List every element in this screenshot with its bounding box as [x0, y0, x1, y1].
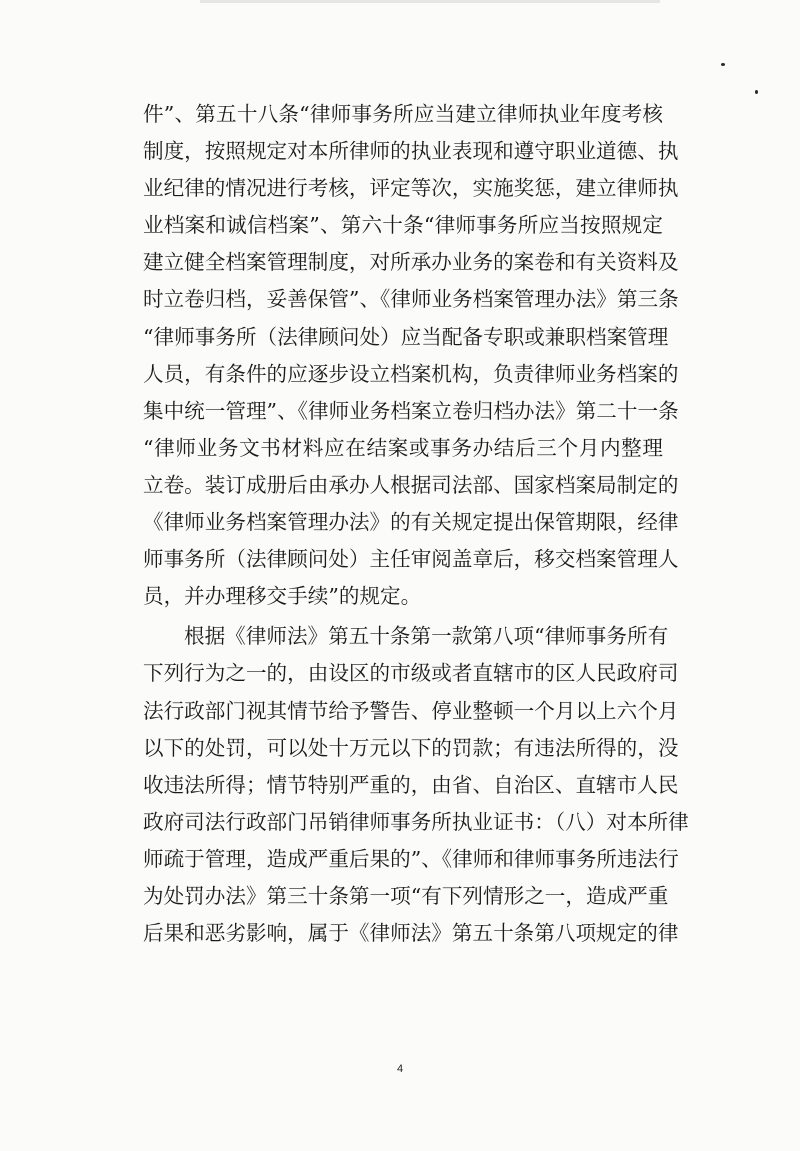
- text-line: 时立卷归档，妥善保管”、《律师业务档案管理办法》第三条: [143, 287, 679, 312]
- body-text: [143, 96, 689, 952]
- text-line: 下列行为之一的，由设区的市级或者直辖市的区人民政府司: [143, 661, 679, 686]
- text-line-indented: 根据《律师法》第五十条第一款第八项“律师事务所有: [184, 624, 669, 649]
- scan-speck: [755, 90, 758, 94]
- text-line: 以下的处罚，可以处十万元以下的罚款；有违法所得的，没: [143, 735, 679, 760]
- text-line: 收违法所得；情节特别严重的，由省、自治区、直辖市人民: [143, 772, 679, 797]
- text-line: 师疏于管理，造成严重后果的”、《律师和律师事务所违法行: [143, 846, 679, 871]
- text-line: 政府司法行政部门吊销律师事务所执业证书：（八）对本所律: [143, 809, 689, 834]
- text-line: 集中统一管理”、《律师业务档案立卷归档办法》第二十一条: [143, 398, 679, 423]
- text-line: 件”、第五十八条“律师事务所应当建立律师执业年度考核: [143, 102, 663, 126]
- page-number: 4: [396, 1063, 404, 1075]
- text-line: 法行政部门视其情节给予警告、停业整顿一个月以上六个月: [143, 698, 679, 723]
- text-line: 业档案和诚信档案”、第六十条“律师事务所应当按照规定: [143, 213, 663, 238]
- text-line: 为处罚办法》第三十条第一项“有下列情形之一，造成严重: [143, 883, 669, 908]
- text-line: 员，并办理移交手续”的规定。: [143, 584, 422, 609]
- scan-edge-line: [200, 0, 660, 3]
- text-line: 师事务所（法律顾问处）主任审阅盖章后，移交档案管理人: [143, 547, 679, 572]
- text-line: 人员，有条件的应逐步设立档案机构，负责律师业务档案的: [143, 361, 679, 386]
- text-line: 建立健全档案管理制度，对所承办业务的案卷和有关资料及: [143, 250, 679, 275]
- scan-speck: [721, 63, 725, 66]
- text-line: “律师业务文书材料应在结案或事务办结后三个月内整理: [143, 435, 663, 460]
- text-line: 制度，按照规定对本所律师的执业表现和遵守职业道德、执: [143, 139, 679, 164]
- text-line: 业纪律的情况进行考核，评定等次，实施奖惩，建立律师执: [143, 176, 679, 201]
- text-line: 后果和恶劣影响，属于《律师法》第五十条第八项规定的律: [143, 921, 679, 946]
- text-line: 立卷。装订成册后由承办人根据司法部、国家档案局制定的: [143, 472, 679, 497]
- text-line: 《律师业务档案管理办法》的有关规定提出保管期限，经律: [143, 510, 679, 535]
- text-line: “律师事务所（法律顾问处）应当配备专职或兼职档案管理: [143, 324, 669, 349]
